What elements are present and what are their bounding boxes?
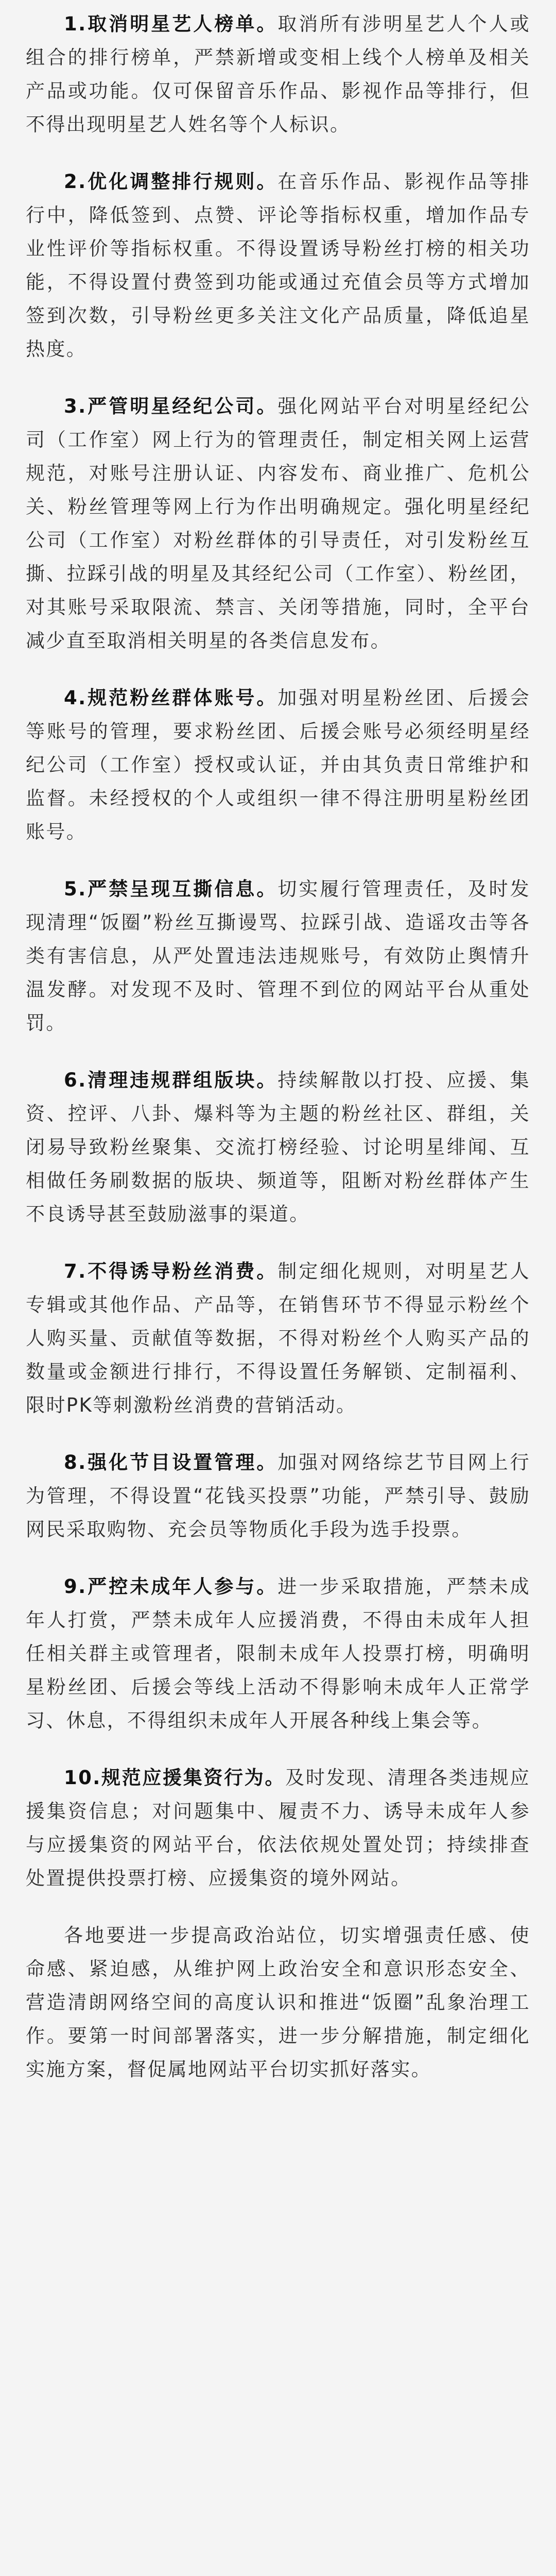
paragraph-heading: 1.取消明星艺人榜单。 (64, 13, 278, 35)
paragraph-text: 及时发现、清理各类违规应援集资信息；对问题集中、履责不力、诱导未成年人参与应援集资的网站平台，依法依规处置处罚；持续排查处置提供投票打榜、应援集资的境外网站。 (26, 1767, 530, 1889)
paragraph-9 (26, 1570, 530, 1737)
paragraph-text: 取消所有涉明星艺人个人或组合的排行榜单，严禁新增或变相上线个人榜单及相关产品或功能。仅可保留音乐作品、影视作品等排行，但不得出现明星艺人姓名等个人标识。 (26, 13, 530, 135)
paragraph-text: 加强对网络综艺节目网上行为管理，不得设置“花钱买投票”功能，严禁引导、鼓励网民采取购物、充会员等物质化手段为选手投票。 (26, 1451, 530, 1540)
paragraph-2 (26, 165, 530, 366)
paragraph-text: 进一步采取措施，严禁未成年人打赏，严禁未成年人应援消费，不得由未成年人担任相关群主或管理者，限制未成年人投票打榜，明确明星粉丝团、后援会等线上活动不得影响未成年人正常学习、休息，不得组织未成年人开展各种线上集会等。 (26, 1575, 530, 1732)
paragraph-text: 加强对明星粉丝团、后援会等账号的管理，要求粉丝团、后援会账号必须经明星经纪公司（工作室）授权或认证，并由其负责日常维护和监督。未经授权的个人或组织一律不得注册明星粉丝团账号。 (26, 687, 530, 843)
paragraph-10 (26, 1761, 530, 1895)
paragraph-4 (26, 681, 530, 849)
paragraph-heading: 5.严禁呈现互撕信息。 (64, 878, 278, 900)
paragraph-text: 强化网站平台对明星经纪公司（工作室）网上行为的管理责任，制定相关网上运营规范，对账号注册认证、内容发布、商业推广、危机公关、粉丝管理等网上行为作出明确规定。强化明星经纪公司（工作室）对粉丝群体的引导责任，对引发粉丝互撕、拉踩引战的明星及其经纪公司（工作室）、粉丝团，对其账号采取限流、禁言、关闭等措施，同时，全平台减少直至取消相关明星的各类信息发布。 (26, 395, 530, 652)
paragraph-1 (26, 7, 530, 141)
paragraph-heading: 2.优化调整排行规则。 (64, 171, 278, 193)
paragraph-text: 在音乐作品、影视作品等排行中，降低签到、点赞、评论等指标权重，增加作品专业性评价等指标权重。不得设置诱导粉丝打榜的相关功能，不得设置付费签到功能或通过充值会员等方式增加签到次数，引导粉丝更多关注文化产品质量，降低追星热度。 (26, 171, 530, 360)
paragraph-heading: 10.规范应援集资行为。 (64, 1767, 286, 1789)
paragraph-text: 各地要进一步提高政治站位，切实增强责任感、使命感、紧迫感，从维护网上政治安全和意识形态安全、营造清朗网络空间的高度认识和推进“饭圈”乱象治理工作。要第一时间部署落实，进一步分解措施，制定细化实施方案，督促属地网站平台切实抓好落实。 (26, 1924, 530, 2080)
paragraph-closing (26, 1919, 530, 2086)
paragraph-heading: 9.严控未成年人参与。 (64, 1575, 278, 1598)
paragraph-heading: 8.强化节目设置管理。 (64, 1451, 278, 1473)
paragraph-6 (26, 1063, 530, 1231)
paragraph-3 (26, 389, 530, 657)
paragraph-heading: 7.不得诱导粉丝消费。 (64, 1260, 278, 1282)
paragraph-heading: 4.规范粉丝群体账号。 (64, 687, 278, 709)
paragraph-text: 制定细化规则，对明星艺人专辑或其他作品、产品等，在销售环节不得显示粉丝个人购买量、贡献值等数据，不得对粉丝个人购买产品的数量或金额进行排行，不得设置任务解锁、定制福利、限时PK等刺激粉丝消费的营销活动。 (26, 1260, 530, 1416)
paragraph-5 (26, 872, 530, 1040)
paragraph-8 (26, 1446, 530, 1546)
paragraph-heading: 6.清理违规群组版块。 (64, 1069, 278, 1091)
paragraph-text: 切实履行管理责任，及时发现清理“饭圈”粉丝互撕谩骂、拉踩引战、造谣攻击等各类有害信息，从严处置违法违规账号，有效防止舆情升温发酵。对发现不及时、管理不到位的网站平台从重处罚。 (26, 878, 530, 1034)
paragraph-text: 持续解散以打投、应援、集资、控评、八卦、爆料等为主题的粉丝社区、群组，关闭易导致粉丝聚集、交流打榜经验、讨论明星绯闻、互相做任务刷数据的版块、频道等，阻断对粉丝群体产生不良诱导甚至鼓励滋事的渠道。 (26, 1069, 530, 1225)
paragraph-heading: 3.严管明星经纪公司。 (64, 395, 278, 417)
paragraph-7 (26, 1255, 530, 1422)
